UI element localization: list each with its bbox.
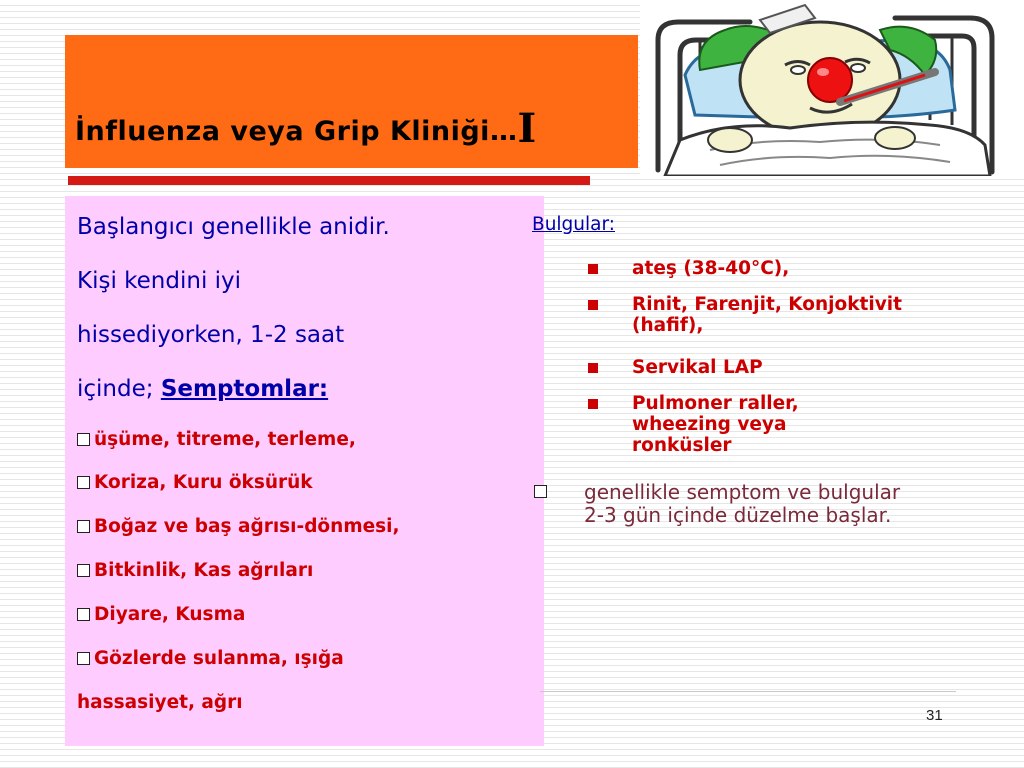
intro-line-4: [77, 376, 537, 402]
sick-clown-illustration: [640, 0, 1024, 176]
intro-line-2: Kişi kendini iyi: [77, 268, 242, 294]
hollow-square-icon: [77, 476, 90, 489]
findings-heading: Bulgular:: [532, 214, 616, 235]
hollow-square-icon: [77, 433, 90, 446]
symptom-continuation: hassasiyet, ağrı: [77, 692, 243, 713]
slide-title: [75, 105, 537, 152]
slide-title-text: İnfluenza veya Grip Kliniği…: [75, 116, 518, 147]
finding-item: ateş (38-40°C),: [632, 258, 790, 279]
filled-square-icon: [588, 264, 598, 274]
slide-title-suffix: I: [517, 105, 537, 152]
finding-item: Rinit, Farenjit, Konjoktivit (hafif),: [632, 294, 902, 336]
symptom-text: Bitkinlik, Kas ağrıları: [94, 560, 314, 581]
intro-line-1: Başlangıcı genellikle anidir.: [77, 214, 390, 240]
symptom-text: Diyare, Kusma: [94, 604, 246, 625]
hollow-square-icon: [77, 652, 90, 665]
filled-square-icon: [588, 300, 598, 310]
symptom-item: [77, 516, 400, 537]
symptom-text: Boğaz ve baş ağrısı-dönmesi,: [94, 516, 400, 537]
symptom-item: [77, 429, 356, 450]
intro-line-3: hissediyorken, 1-2 saat: [77, 322, 345, 348]
hollow-square-icon: [534, 485, 547, 498]
title-bar: [65, 35, 638, 168]
finding-item: Servikal LAP: [632, 357, 763, 378]
symptom-item: [77, 560, 313, 581]
hollow-square-icon: [77, 520, 90, 533]
hollow-square-icon: [77, 608, 90, 621]
symptom-text: üşüme, titreme, terleme,: [94, 429, 356, 450]
symptoms-heading: Semptomlar:: [160, 376, 329, 402]
page-number: 31: [926, 707, 943, 724]
symptom-item: [77, 472, 313, 493]
filled-square-icon: [588, 363, 598, 373]
title-underline-rule: [68, 176, 590, 185]
footer-divider: [540, 691, 956, 692]
symptom-item: [77, 604, 245, 625]
intro-line-4-prefix: içinde;: [77, 376, 161, 402]
filled-square-icon: [588, 399, 598, 409]
symptom-text: Koriza, Kuru öksürük: [94, 472, 313, 493]
findings-note: genellikle semptom ve bulgular 2-3 gün içinde düzelme başlar.: [584, 480, 901, 527]
symptom-text: Gözlerde sulanma, ışığa: [94, 648, 344, 669]
symptoms-panel: [65, 196, 544, 746]
symptom-item: [77, 648, 344, 669]
hollow-square-icon: [77, 564, 90, 577]
finding-item: Pulmoner raller, wheezing veya ronküsler: [632, 393, 799, 456]
